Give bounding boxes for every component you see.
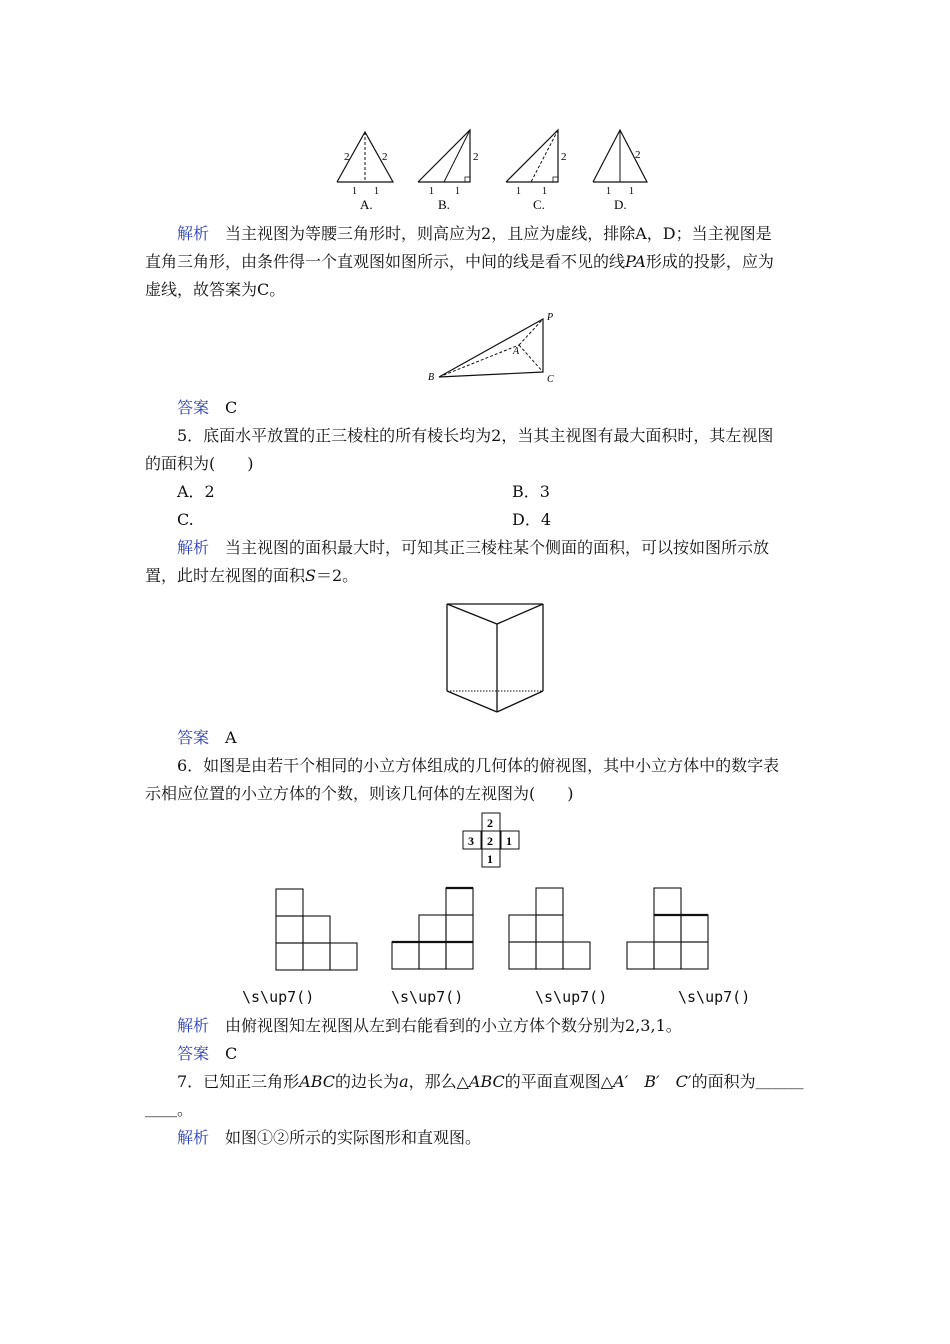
q4-jiexi-text3: 虚线，故答案为C。 <box>145 280 286 299</box>
option-b-label: B. <box>438 197 450 212</box>
q6-answer-label: 答案 <box>177 1044 210 1063</box>
q5-jiexi-line2 <box>145 566 810 586</box>
option-b-base-right: 1 <box>455 186 460 197</box>
q5-prism-figure <box>443 600 549 718</box>
q6-stem-text1: 6．如图是由若干个相同的小立方体组成的几何体的俯视图，其中小立方体中的数字表 <box>177 756 780 775</box>
q7-stem-text1d: 的平面直观图△ <box>504 1072 614 1091</box>
option-b-base-left: 1 <box>429 186 434 197</box>
q6-jiexi-line <box>177 1016 842 1036</box>
q4-answer-line <box>177 398 842 418</box>
q5-jiexi-line1 <box>177 538 842 558</box>
q5-option-a: A．2 <box>177 482 215 501</box>
q6-stem-line1 <box>177 756 842 776</box>
q5-stem-text1: 5．底面水平放置的正三棱柱的所有棱长均为2，当其主视图有最大面积时，其左视图 <box>177 426 774 445</box>
option-c-label: C. <box>533 197 545 212</box>
topview-right-count: 1 <box>506 834 512 848</box>
q5-jiexi-text1: 当主视图的面积最大时，可知其正三棱柱某个侧面的面积，可以按如图所示放 <box>225 538 770 557</box>
q6-topview-figure <box>462 812 522 868</box>
topview-top-count: 2 <box>487 816 493 830</box>
q5-answer-line <box>177 728 842 748</box>
q7-stem-text1c: ，那么△ <box>408 1072 469 1091</box>
q6-option-d-figure <box>624 886 714 973</box>
q4-jiexi-line3 <box>145 280 810 300</box>
topview-center-count: 2 <box>487 834 493 848</box>
q6-option-c-figure <box>508 886 594 973</box>
q5-jiexi-text2a: 置，此时左视图的面积 <box>145 566 306 585</box>
q7-stem-prime: A′ B′ C′ <box>613 1072 692 1091</box>
point-c-label: C <box>547 374 554 385</box>
q7-jiexi-text: 如图①②所示的实际图形和直观图。 <box>225 1128 482 1147</box>
q7-jiexi-line <box>177 1128 842 1148</box>
option-d-base-right: 1 <box>629 186 634 197</box>
q4-answer-label: 答案 <box>177 398 210 417</box>
option-b-side: 2 <box>473 151 479 163</box>
q7-stem-text1b: 的边长为 <box>335 1072 400 1091</box>
option-d-side: 2 <box>635 149 641 161</box>
q5-jiexi-s: S <box>305 566 316 585</box>
q6-option-a-figure <box>275 888 363 973</box>
q7-stem-line2 <box>145 1100 810 1120</box>
q5-answer-value: A <box>225 728 237 747</box>
option-a-label: A. <box>360 197 373 212</box>
q6-option-d-caption: \s\up7() <box>678 988 751 1006</box>
topview-bottom-count: 1 <box>487 852 493 866</box>
q6-option-c-caption: \s\up7() <box>535 988 608 1006</box>
q5-jiexi-label: 解析 <box>177 538 210 557</box>
q5-answer-label: 答案 <box>177 728 210 747</box>
option-c-base-right: 1 <box>542 186 547 197</box>
option-a-base-left: 1 <box>352 186 357 197</box>
q5-stem-line2 <box>145 454 810 474</box>
option-d-label: D. <box>614 197 627 212</box>
q7-stem-text1e: 的面积为＿＿＿ <box>691 1072 804 1091</box>
q6-stem-line2 <box>145 784 810 804</box>
q7-jiexi-label: 解析 <box>177 1128 210 1147</box>
q7-stem-a: a <box>399 1072 409 1091</box>
q4-jiexi-text1: 当主视图为等腰三角形时，则高应为2，且应为虚线，排除A，D；当主视图是 <box>225 224 772 243</box>
topview-left-count: 3 <box>468 834 474 848</box>
q5-option-d: D．4 <box>512 510 552 529</box>
q4-jiexi-line2 <box>145 252 810 272</box>
q5-stem-text2: 的面积为( ) <box>145 454 254 473</box>
q5-option-b: B．3 <box>512 482 550 501</box>
q6-jiexi-label: 解析 <box>177 1016 210 1035</box>
q6-option-a-caption: \s\up7() <box>242 988 315 1006</box>
option-a-triangle <box>337 132 393 212</box>
q4-jiexi-text2b: 形成的投影，应为 <box>645 252 774 271</box>
option-d-base-left: 1 <box>606 186 611 197</box>
option-a-side-left: 2 <box>344 151 350 163</box>
q7-stem-line1 <box>177 1072 842 1092</box>
q4-jiexi-line1 <box>177 224 842 244</box>
option-b-triangle <box>418 130 479 212</box>
q4-jiexi-text2a: 直角三角形，由条件得一个直观图如图所示，中间的线是看不见的线 <box>145 252 626 271</box>
q4-answer-value: C <box>225 398 238 417</box>
q4-jiexi-pa: PA <box>625 252 646 271</box>
q7-stem-text2: ＿＿。 <box>145 1100 194 1119</box>
q6-stem-text2: 示相应位置的小立方体的个数，则该几何体的左视图为( ) <box>145 784 574 803</box>
point-b-label: B <box>428 372 435 383</box>
q7-stem-abc2: ABC <box>468 1072 505 1091</box>
q6-jiexi-text: 由俯视图知左视图从左到右能看到的小立方体个数分别为2,3,1。 <box>225 1016 682 1035</box>
option-c-base-left: 1 <box>516 186 521 197</box>
option-a-side-right: 2 <box>382 151 388 163</box>
q5-jiexi-text2b: ＝2。 <box>315 566 359 585</box>
q5-stem-line1 <box>177 426 842 446</box>
q4-tetrahedron-figure <box>425 310 565 390</box>
point-a-label: A <box>513 346 520 357</box>
q6-option-b-caption: \s\up7() <box>391 988 464 1006</box>
q7-stem-text1a: 7．已知正三角形 <box>177 1072 300 1091</box>
q7-stem-abc: ABC <box>299 1072 336 1091</box>
option-c-side: 2 <box>561 151 567 163</box>
point-p-label: P <box>547 312 554 323</box>
option-a-base-right: 1 <box>374 186 379 197</box>
q4-jiexi-label: 解析 <box>177 224 210 243</box>
q6-answer-value: C <box>225 1044 238 1063</box>
q6-option-b-figure <box>391 886 477 973</box>
q6-answer-line <box>177 1044 842 1064</box>
q4-option-triangles-figure <box>330 125 660 215</box>
option-d-triangle <box>593 130 647 212</box>
option-c-triangle <box>506 130 567 212</box>
q5-option-c: C. <box>177 510 194 529</box>
